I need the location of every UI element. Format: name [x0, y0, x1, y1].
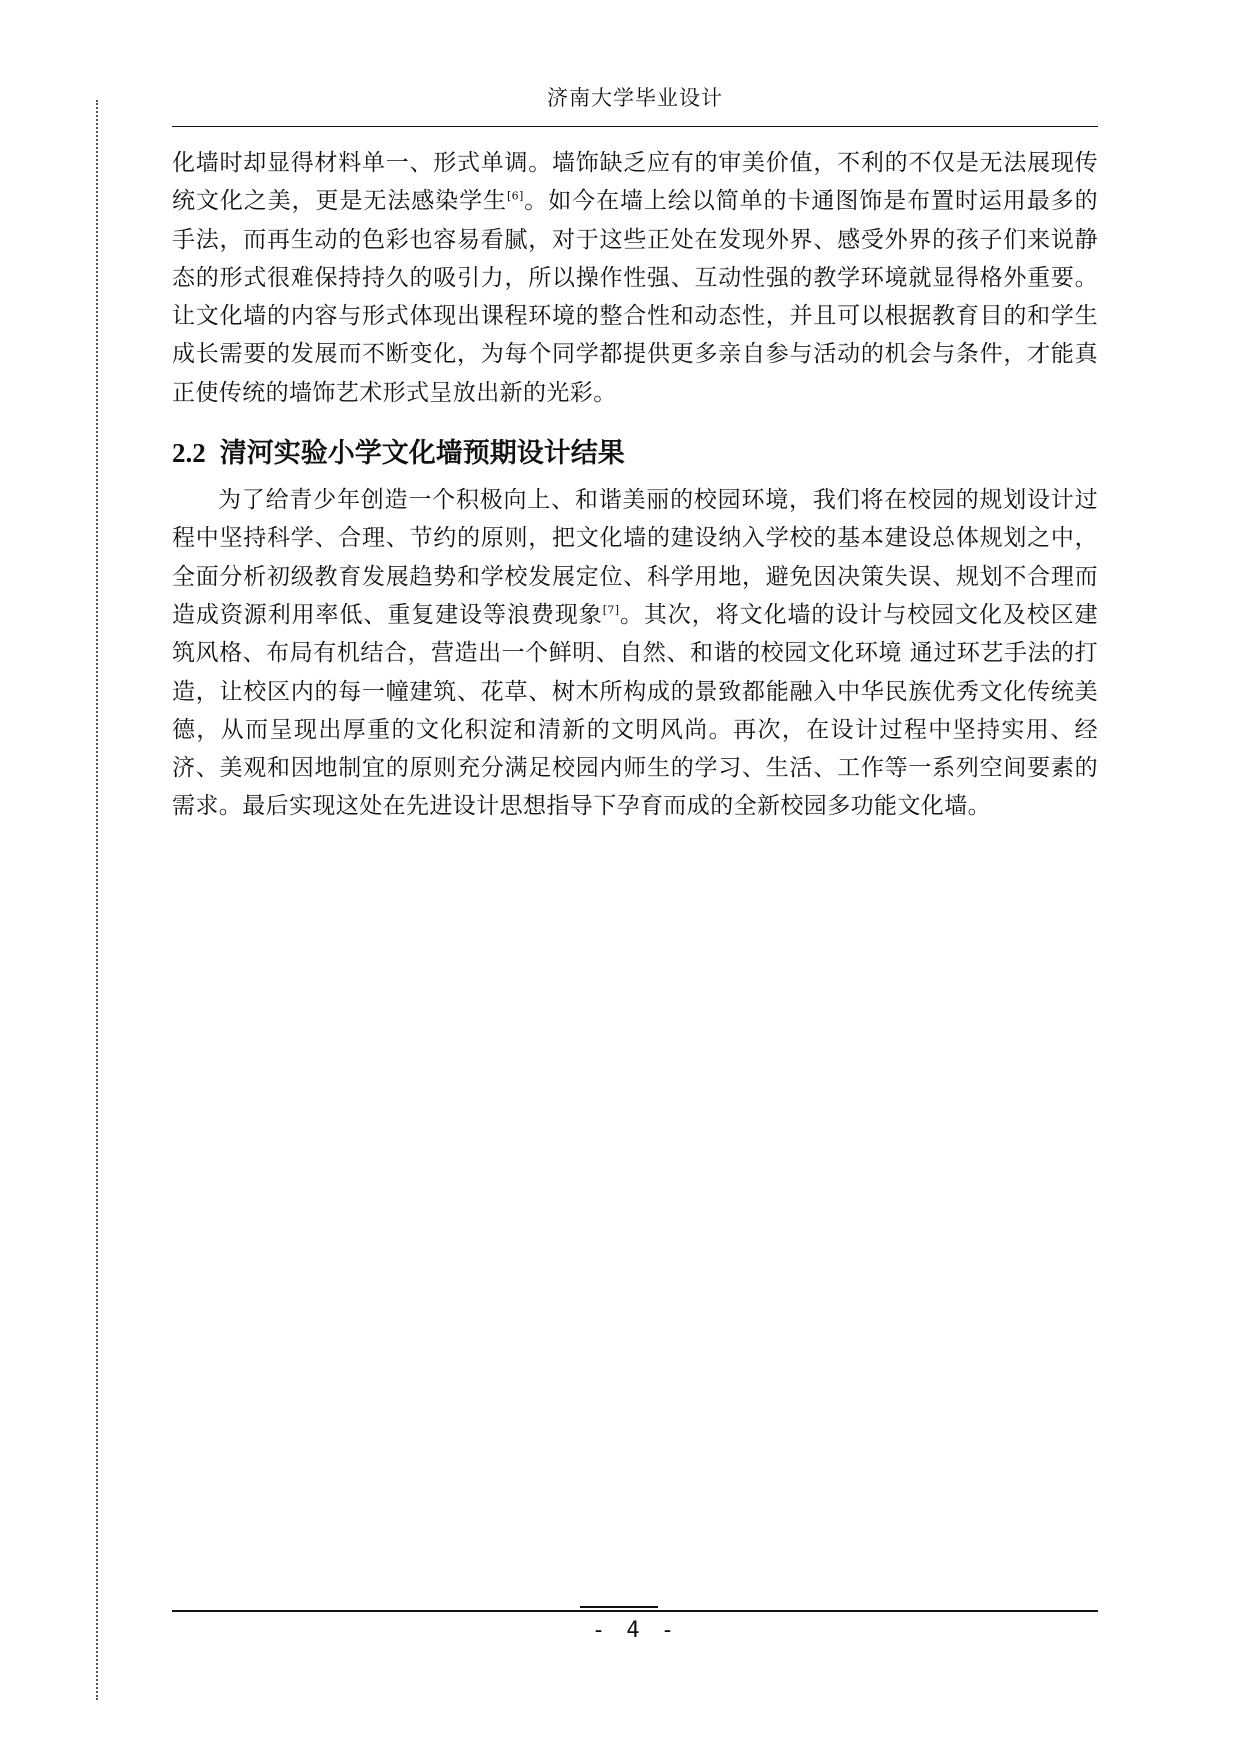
- running-header: 济南大学毕业设计: [547, 86, 723, 110]
- page-body: [172, 144, 1098, 826]
- paragraph-text: 。如今在墙上绘以简单的卡通图饰是布置时运用最多的手法，而再生动的色彩也容易看腻，对于这些正处在发现外界、感受外界的孩子们来说静态的形式很难保持持久的吸引力，所以操作性强、互动性强的教学环境就显得格外重要。让文化墙的内容与形式体现出课程环境的整合性和动态性，并且可以根据教育目的和学生成长需要的发展而不断变化，为每个同学都提供更多亲自参与活动的机会与条件，才能真正使传统的墙饰艺术形式呈放出新的光彩。: [172, 188, 1098, 406]
- citation-ref: [7]: [602, 603, 620, 617]
- footer-rule-accent: [580, 1606, 658, 1608]
- section-number: 2.2: [172, 438, 206, 469]
- paragraph-text: 化墙时却显得材料单一、形式单调。墙饰缺乏应有的审美价值，不利的不仅是无法展现传统文化之美，更是无法感染学生: [172, 150, 1098, 215]
- body-paragraph-2: [172, 481, 1098, 826]
- page-number: - 4 -: [591, 1618, 679, 1643]
- binding-margin-line: [96, 100, 98, 1700]
- paragraph-text: 为了给青少年创造一个积极向上、和谐美丽的校园环境，我们将在校园的规划设计过程中坚持科学、合理、节约的原则，把文化墙的建设纳入学校的基本建设总体规划之中，全面分析初级教育发展趋势和学校发展定位、科学用地，避免因决策失误、规划不合理而造成资源利用率低、重复建设等浪费现象: [172, 487, 1098, 628]
- section-title: 清河实验小学文化墙预期设计结果: [219, 438, 625, 470]
- footer-rule: [172, 1610, 1098, 1612]
- citation-ref: [6]: [506, 189, 524, 203]
- section-heading: [172, 434, 1098, 473]
- body-paragraph-1: [172, 144, 1098, 412]
- paragraph-text: 。其次，将文化墙的设计与校园文化及校区建筑风格、布局有机结合，营造出一个鲜明、自然、和谐的校园文化环境 通过环艺手法的打造，让校区内的每一幢建筑、花草、树木所构成的景致都能融入中华民族优秀文化传统美德，从而呈现出厚重的文化积淀和清新的文明风尚。再次，在设计过程中坚持实用、经济、美观和因地制宜的原则充分满足校园内师生的学习、生活、工作等一系列空间要素的需求。最后实现这处在先进设计思想指导下孕育而成的全新校园多功能文化墙。: [172, 601, 1099, 820]
- header-rule: [172, 126, 1098, 127]
